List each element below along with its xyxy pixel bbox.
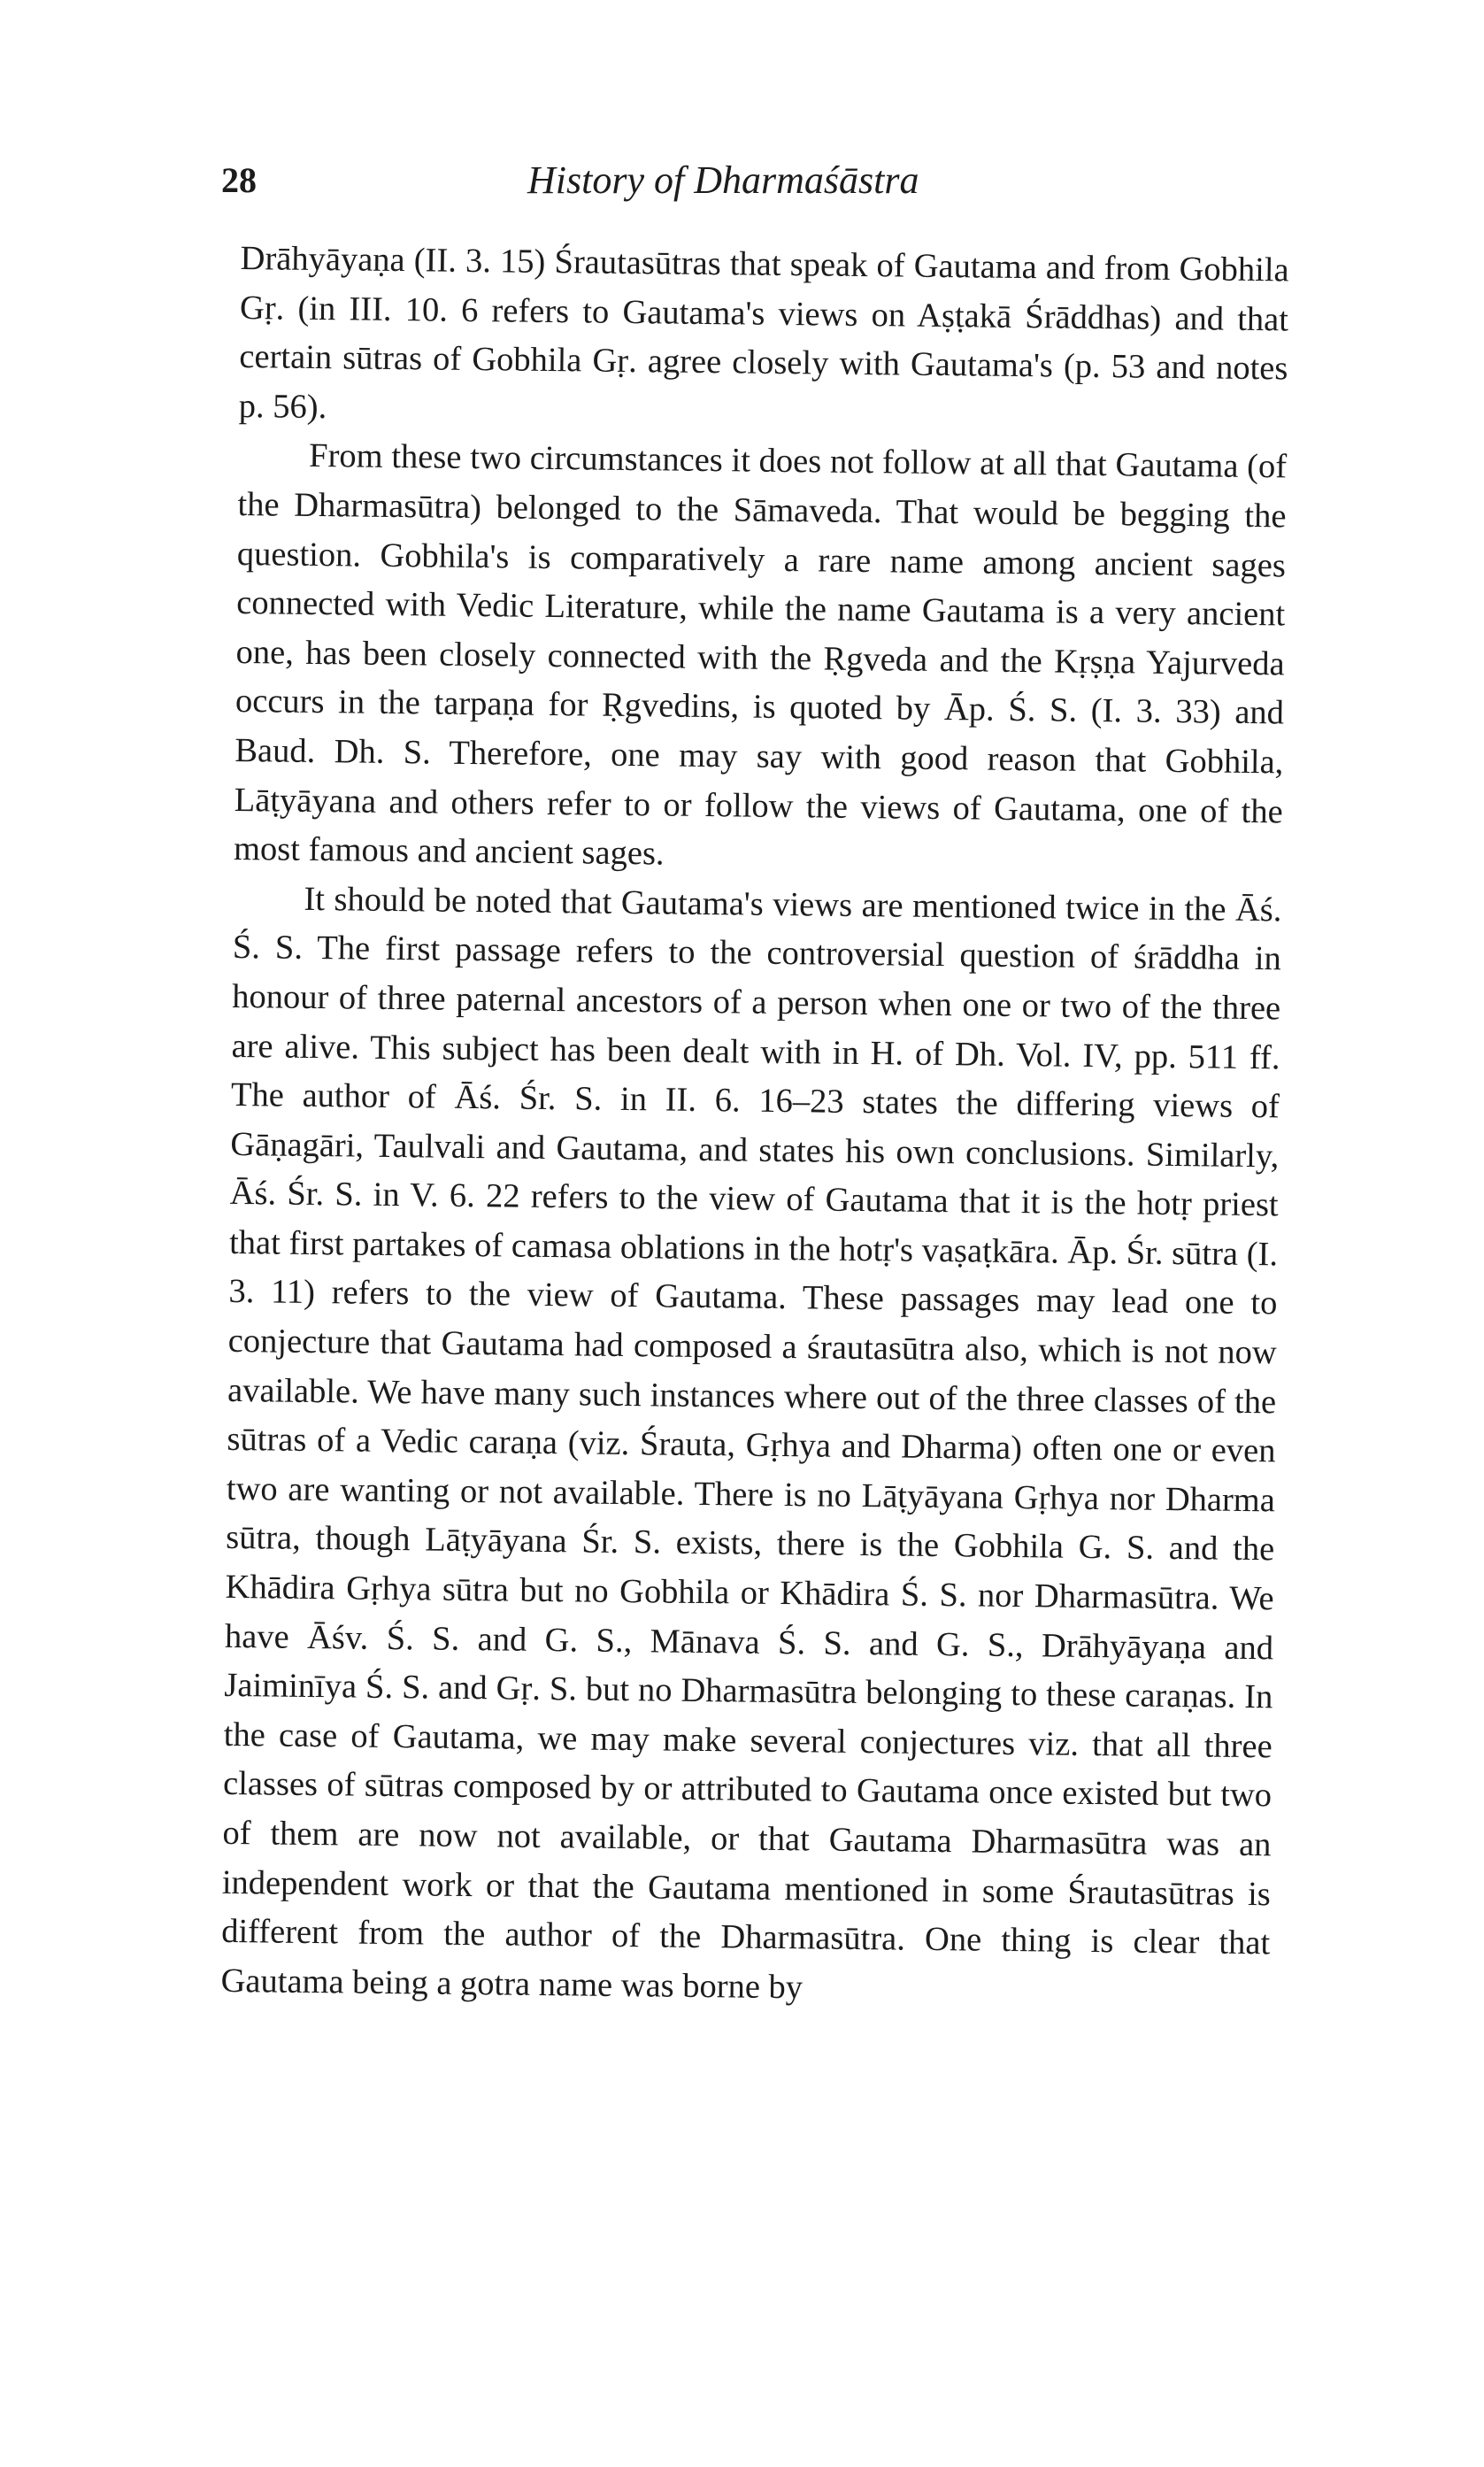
paragraph-gobhila-argument: From these two circumstances it does not follow at all that Gautama (of the Dharmasūtra) belonged to the Sāmaveda. That would be begging the question. Gobhila's is comparatively a rare name among ancient sages connected with Vedic Literature, while the name Gautama is a very ancient one, has been closely connected with the Ṛgveda and the Kṛṣṇa Yajurveda occurs in the tarpaṇa for Ṛgvedins, is quoted by Āp. Ś. S. (I. 3. 33) and Baud. Dh. S. Therefore, one may say with good reason that Gobhila, Lāṭyāyana and others refer to or follow the views of Gautama, one of the most famous and ancient sages. <box>233 437 1288 873</box>
paragraph-continuation: Drāhyāyaṇa (II. 3. 15) Śrautasūtras that speak of Gautama and from Gobhila Gṛ. (in III. 10. 6 refers to Gautama's views on Aṣṭakā Śrāddhas) and that certain sūtras of Gobhila Gṛ. agree closely with Gautama's (p. 53 and notes p. 56). <box>238 239 1289 426</box>
body-text <box>220 235 1289 2018</box>
page-number: 28 <box>221 160 257 200</box>
running-head-title: History of Dharmaśāstra <box>527 158 919 202</box>
paragraph-gautama-views: It should be noted that Gautama's views are mentioned twice in the Āś. Ś. S. The first passage refers to the controversial question of śrāddha in honour of three paternal ancestors of a person when one or two of the three are alive. This subject has been dealt with in H. of Dh. Vol. IV, pp. 511 ff. The author of Āś. Śr. S. in II. 6. 16–23 states the differing views of Gāṇagāri, Taulvali and Gautama, and states his own conclusions. Similarly, Āś. Śr. S. in V. 6. 22 refers to the view of Gautama that it is the hotṛ priest that first partakes of camasa oblations in the hotṛ's vaṣaṭkāra. Āp. Śr. sūtra (I. 3. 11) refers to the view of Gautama. These passages may lead one to conjecture that Gautama had composed a śrautasūtra also, which is not now available. We have many such instances where out of the three classes of the sūtras of a Vedic caraṇa (viz. Śrauta, Gṛhya and Dharma) often one or even two are wanting or not available. There is no Lāṭyāyana Gṛhya nor Dharma sūtra, though Lāṭyāyana Śr. S. exists, there is the Gobhila G. S. and the Khādira Gṛhya sūtra but no Gobhila or Khādira Ś. S. nor Dharmasūtra. We have Āśv. Ś. S. and G. S., Mānava Ś. S. and G. S., Drāhyāyaṇa and Jaiminīya Ś. S. and Gṛ. S. but no Dharmasūtra belonging to these caraṇas. In the case of Gautama, we may make several conjectures viz. that all three classes of sūtras composed by or attributed to Gautama once existed but two of them are now not available, or that Gautama Dharmasūtra was an independent work or that the Gautama mentioned in some Śrautasūtras is different from the author of the Dharmasūtra. One thing is clear that Gautama being a gotra name was borne by <box>220 880 1282 2007</box>
